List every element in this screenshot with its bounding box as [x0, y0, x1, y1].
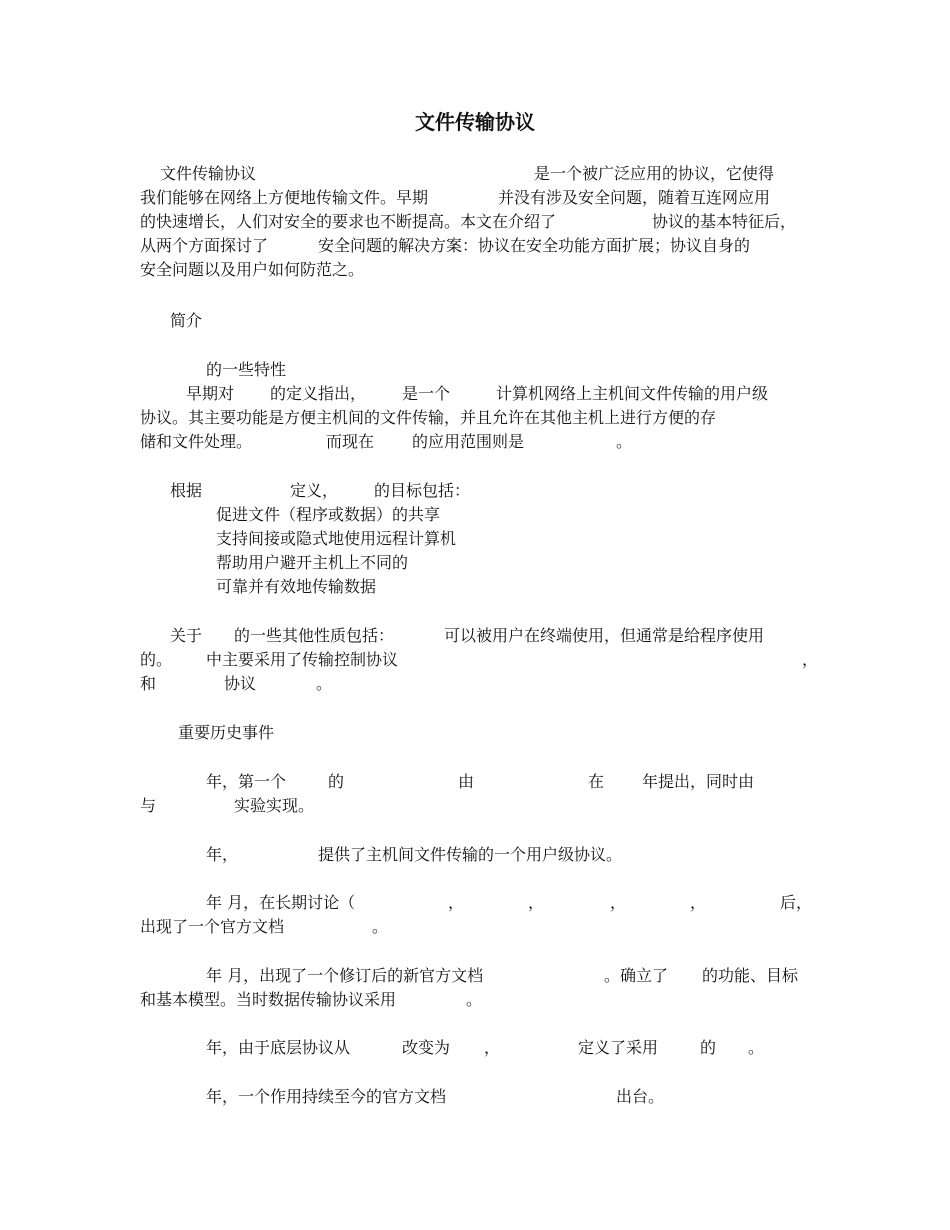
paragraph-line: 。: [616, 432, 633, 451]
history-line: ，: [484, 1038, 501, 1057]
history-line: ，: [528, 893, 545, 912]
paragraph-line: 而现在: [326, 432, 375, 451]
history-line: 出台。: [616, 1087, 665, 1106]
abstract-line: 是一个被广泛应用的协议，它使得: [534, 164, 775, 183]
goal-item: 支持间接或隐式地使用远程计算机: [216, 529, 457, 548]
abstract-line: 并没有涉及安全问题，随着互连网应用: [498, 188, 771, 207]
abstract-line: 的快速增长，人们对安全的要求也不断提高。本文在介绍了: [140, 212, 557, 231]
subheading-features: 的一些特性: [206, 360, 287, 379]
history-line: 改变为: [402, 1038, 451, 1057]
paragraph-line: 是一个: [402, 384, 451, 403]
paragraph-line: ，: [802, 650, 819, 669]
goal-item: 帮助用户避开主机上不同的: [216, 553, 409, 572]
paragraph-line: 关于: [170, 626, 203, 645]
document-title: 文件传输协议: [415, 110, 535, 134]
paragraph-line: 储和文件处理。: [140, 432, 253, 451]
paragraph-line: 协议。其主要功能是方便主机间的文件传输，并且允许在其他主机上进行方便的存: [140, 408, 717, 427]
abstract-line: 安全问题的解决方案：协议在安全功能方面扩展；协议自身的: [318, 236, 751, 255]
history-line: 。: [466, 990, 483, 1009]
history-line: 年，第一个: [206, 772, 287, 791]
history-line: 。: [748, 1038, 765, 1057]
history-line: 年 月，在长期讨论（: [206, 893, 356, 912]
history-line: 的功能、目标: [702, 966, 799, 985]
paragraph-line: 可以被用户在终端使用，但通常是给程序使用: [444, 626, 765, 645]
goals-intro: 定义，: [290, 481, 339, 500]
paragraph-line: 的。: [140, 650, 173, 669]
paragraph-line: 协议: [224, 674, 257, 693]
goals-intro: 的目标包括：: [374, 481, 471, 500]
history-line: 实验实现。: [234, 796, 315, 815]
history-line: 出现了一个官方文档: [140, 917, 285, 936]
goal-item: 可靠并有效地传输数据: [216, 577, 377, 596]
history-line: 和基本模型。当时数据传输协议采用: [140, 990, 397, 1009]
abstract-line: 协议的基本特征后，: [652, 212, 797, 231]
history-line: 的: [700, 1038, 717, 1057]
history-line: 定义了采用: [578, 1038, 659, 1057]
history-line: 由: [458, 772, 475, 791]
history-line: 与: [140, 796, 157, 815]
section-heading-intro: 简介: [170, 311, 203, 330]
goals-intro: 根据: [170, 481, 203, 500]
history-line: 。确立了: [604, 966, 669, 985]
paragraph-line: 的一些其他性质包括：: [234, 626, 395, 645]
paragraph-line: 的应用范围则是: [412, 432, 525, 451]
abstract-line: 从两个方面探讨了: [140, 236, 269, 255]
history-line: 在: [588, 772, 605, 791]
history-line: 年 月，出现了一个修订后的新官方文档: [206, 966, 484, 985]
section-heading-history: 重要历史事件: [178, 723, 275, 742]
history-line: 年，由于底层协议从: [206, 1038, 351, 1057]
abstract-line: 安全问题以及用户如何防范之。: [140, 260, 365, 279]
history-line: ，: [610, 893, 627, 912]
history-line: 提供了主机间文件传输的一个用户级协议。: [318, 845, 623, 864]
paragraph-line: 和: [140, 674, 157, 693]
history-line: 后，: [780, 893, 813, 912]
paragraph-line: 早期对: [186, 384, 235, 403]
history-line: 年，: [206, 845, 239, 864]
paragraph-line: 。: [316, 674, 333, 693]
abstract-line: 文件传输协议: [160, 164, 257, 183]
abstract-line: 我们能够在网络上方便地传输文件。早期: [140, 188, 429, 207]
goal-item: 促进文件（程序或数据）的共享: [216, 505, 441, 524]
history-line: 。: [372, 917, 389, 936]
history-line: 年，一个作用持续至今的官方文档: [206, 1087, 447, 1106]
history-line: ，: [448, 893, 465, 912]
history-line: 年提出，同时由: [642, 772, 755, 791]
history-line: 的: [328, 772, 345, 791]
history-line: ，: [690, 893, 707, 912]
paragraph-line: 的定义指出，: [270, 384, 367, 403]
paragraph-line: 计算机网络上主机间文件传输的用户级: [496, 384, 769, 403]
paragraph-line: 中主要采用了传输控制协议: [206, 650, 399, 669]
